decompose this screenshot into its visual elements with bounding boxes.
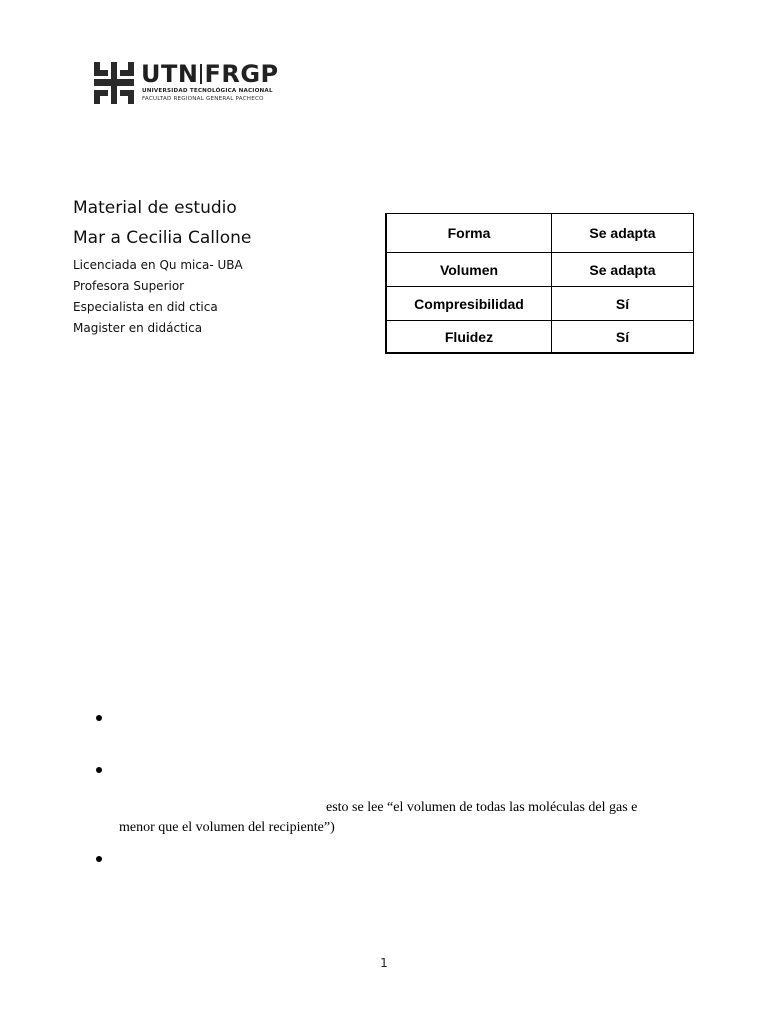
utn-frgp-logo [94, 62, 294, 108]
credential-line: Magister en didáctica [73, 321, 203, 335]
bullet-point [96, 856, 102, 862]
property-name-cell: Forma [386, 214, 552, 253]
table-row [386, 321, 694, 354]
bullet-point [96, 767, 102, 773]
property-value-cell: Sí [552, 321, 694, 354]
bullet-point [96, 715, 102, 721]
property-value-cell: Se adapta [552, 253, 694, 287]
property-value-cell: Se adapta [552, 214, 694, 253]
table-row [386, 253, 694, 287]
paragraph-line: menor que el volumen del recipiente”) [119, 820, 335, 835]
property-name-cell: Volumen [386, 253, 552, 287]
credential-line: Profesora Superior [73, 279, 185, 293]
author-name: Mar a Cecilia Callone [73, 228, 252, 248]
table-row [386, 287, 694, 321]
gas-properties-table [385, 213, 694, 354]
logo-faculty-name: FACULTAD REGIONAL GENERAL PACHECO [142, 96, 264, 102]
table-row [386, 214, 694, 253]
utn-emblem-icon [94, 62, 134, 104]
property-name-cell: Fluidez [386, 321, 552, 354]
credential-line: Especialista en did ctica [73, 300, 218, 314]
property-value-cell: Sí [552, 287, 694, 321]
document-heading: Material de estudio [73, 198, 237, 218]
author-block [73, 196, 251, 339]
logo-title: UTN FRGP [141, 60, 279, 88]
property-name-cell: Compresibilidad [386, 287, 552, 321]
paragraph-line: esto se lee “el volumen de todas las moléculas del gas e [326, 800, 638, 815]
page-number: 1 [380, 956, 388, 970]
credential-line: Licenciada en Qu mica- UBA [73, 258, 243, 272]
logo-university-name: UNIVERSIDAD TECNOLÓGICA NACIONAL [142, 88, 273, 94]
